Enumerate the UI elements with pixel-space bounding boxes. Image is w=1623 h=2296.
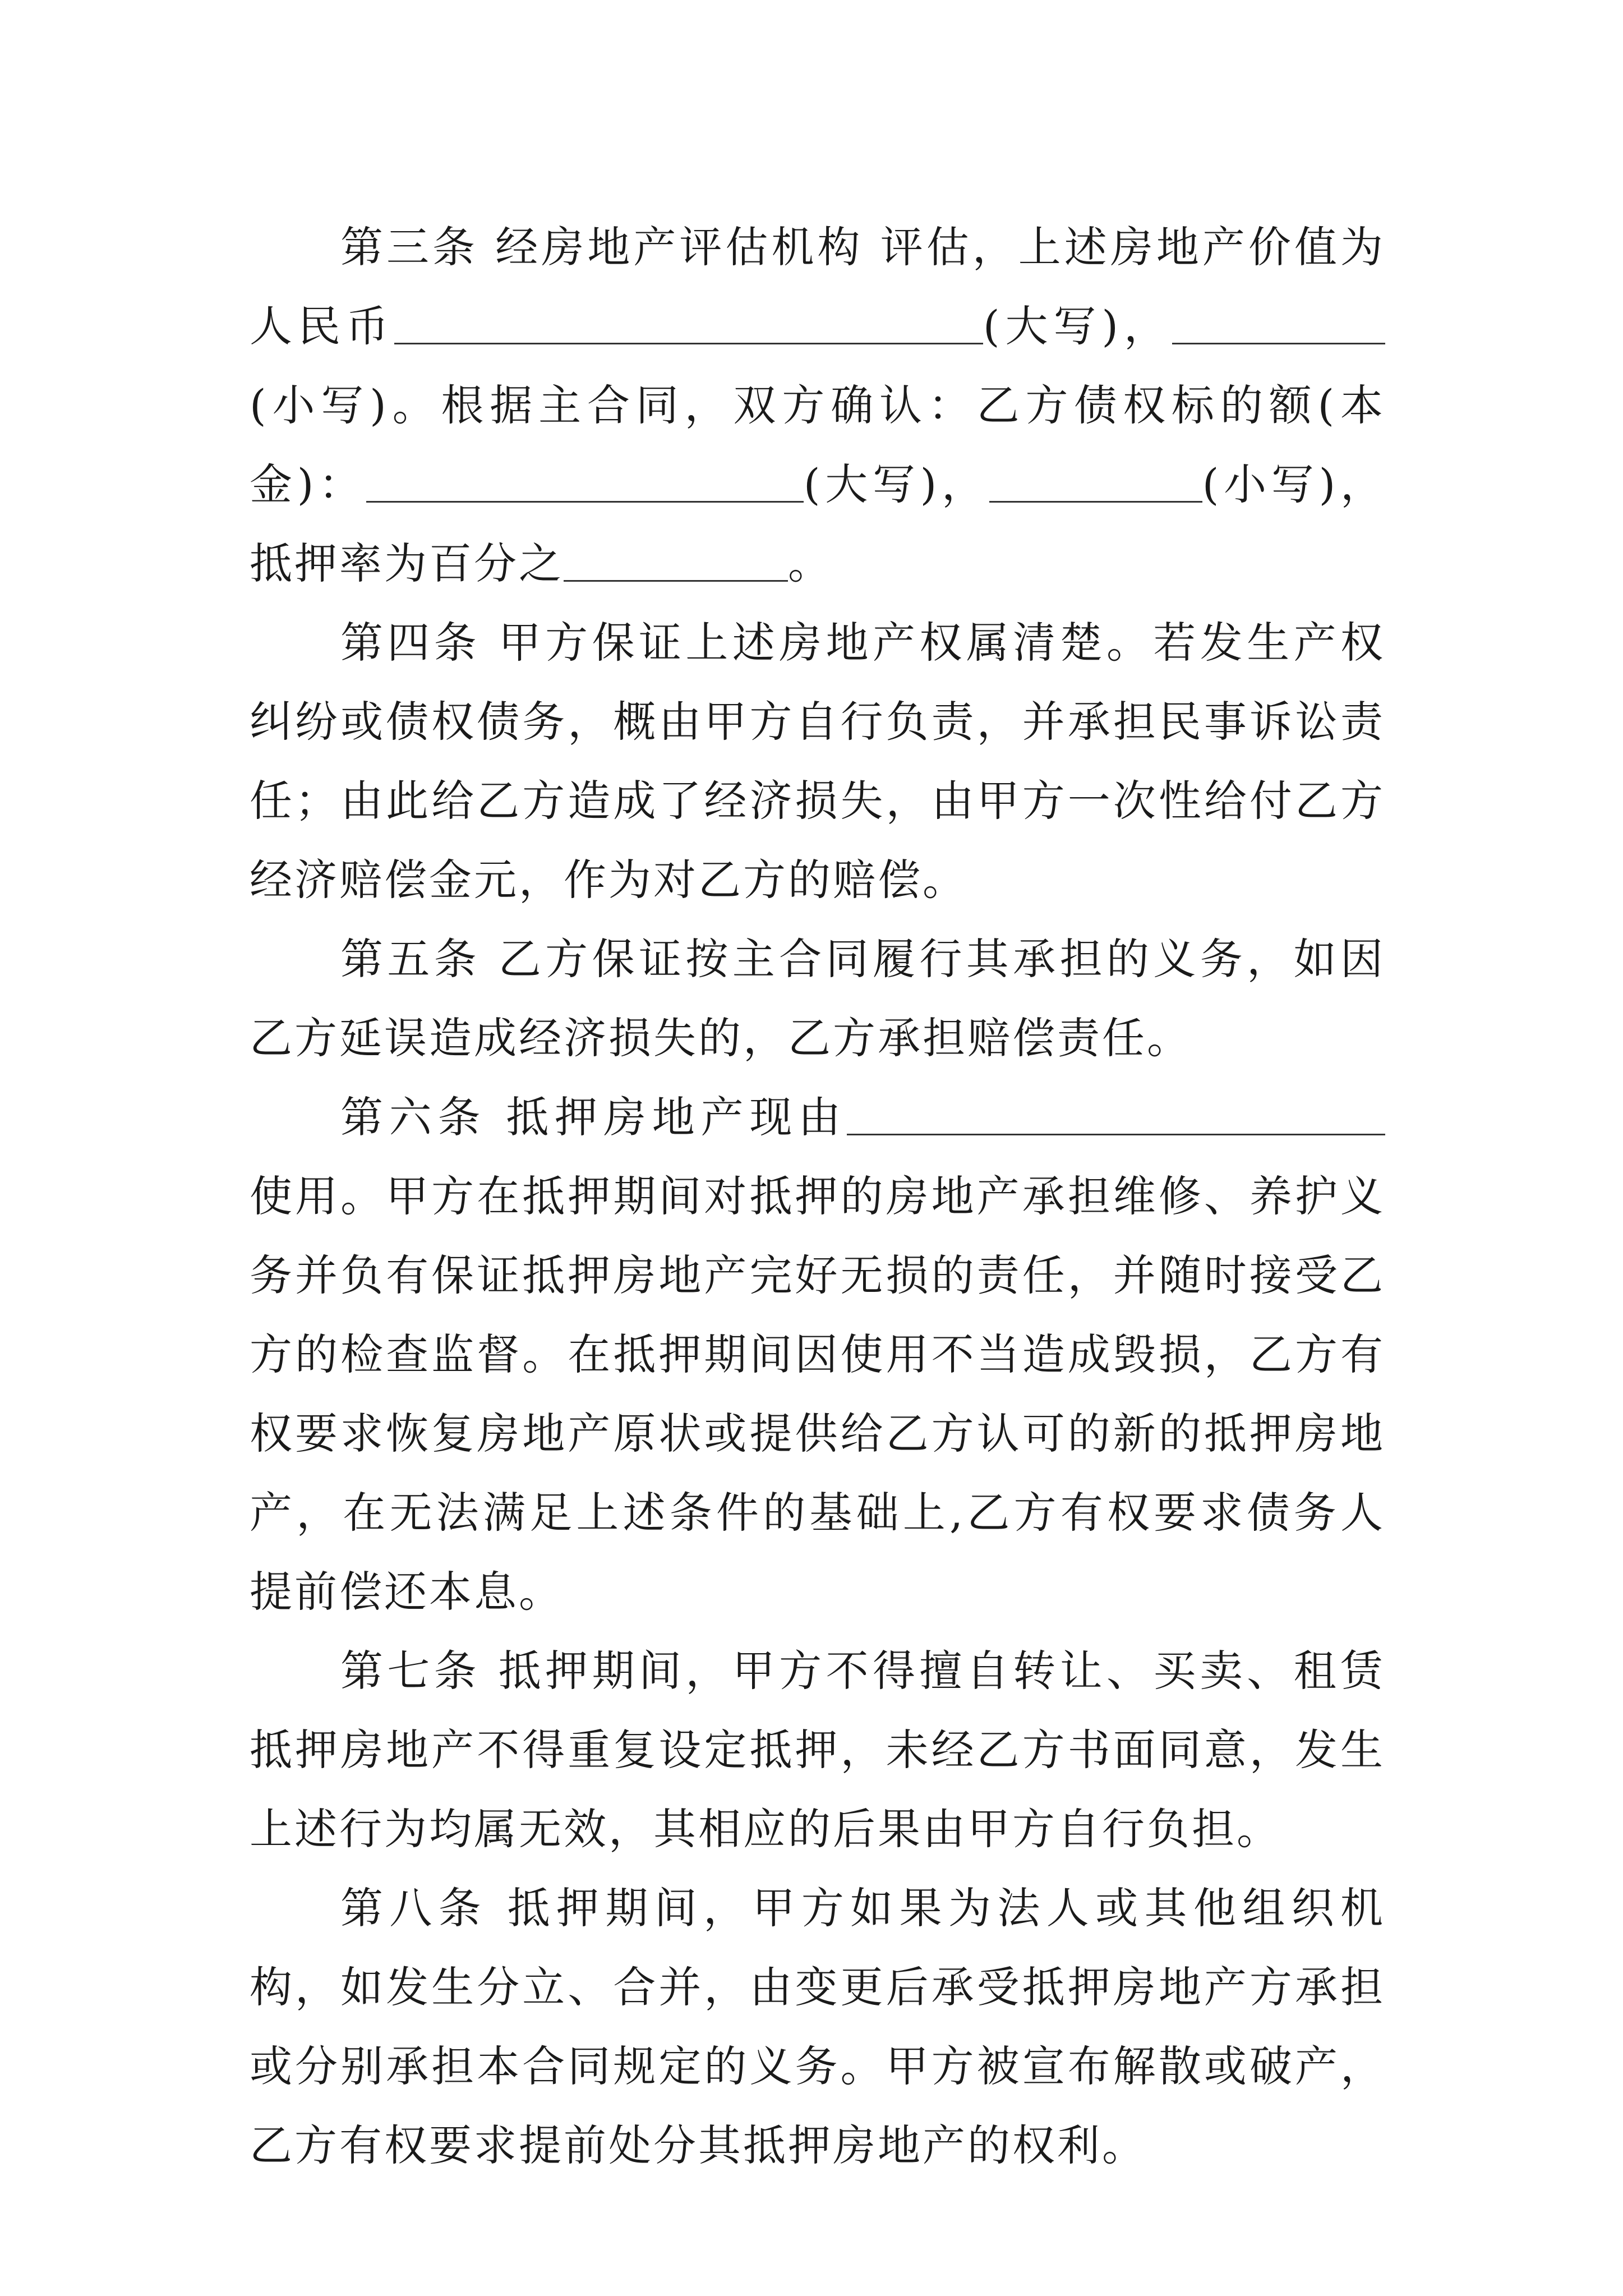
- clause-3-text-a: 第三条 经房地产评估机构 评估，上述房地产价值为人民币: [250, 222, 1385, 351]
- principal-lowercase-blank: [989, 458, 1202, 503]
- document-page: [250, 208, 1385, 2185]
- clause-3-text-d: (大写)，: [803, 459, 989, 509]
- clause-3-text-b: (大写)，: [983, 301, 1172, 351]
- clause-8: 第八条 抵押期间，甲方如果为法人或其他组织机构，如发生分立、合并，由变更后承受抵押房地产方承担或分别承担本合同规定的义务。甲方被宣布解散或破产，乙方有权要求提前处分其抵押房地产的权利。: [250, 1883, 1385, 2170]
- clause-6-text-a: 第六条 抵押房地产现由: [340, 1092, 847, 1142]
- clause-4: 第四条 甲方保证上述房地产权属清楚。若发生产权纠纷或债权债务，概由甲方自行负责，并承担民事诉讼责任；由此给乙方造成了经济损失，由甲方一次性给付乙方经济赔偿金元，作为对乙方的赔偿。: [250, 618, 1385, 905]
- clause-6-text-b: 使用。甲方在抵押期间对抵押的房地产承担维修、养护义务并负有保证抵押房地产完好无损的责任，并随时接受乙方的检查监督。在抵押期间因使用不当造成毁损，乙方有权要求恢复房地产原状或提供给乙方认可的新的抵押房地产，在无法满足上述条件的基础上,乙方有权要求债务人提前偿还本息。: [250, 1171, 1385, 1617]
- clause-3-text-f: 。: [788, 539, 833, 588]
- value-amount-lowercase-blank: [1172, 300, 1385, 344]
- mortgage-rate-blank: [564, 537, 788, 582]
- clause-3-text-e: (小写)，抵押率为百分之: [250, 459, 1385, 588]
- clause-3: [250, 208, 1385, 603]
- clause-7: 第七条 抵押期间，甲方不得擅自转让、买卖、租赁抵押房地产不得重复设定抵押，未经乙方书面同意，发生上述行为均属无效，其相应的后果由甲方自行负担。: [250, 1646, 1385, 1854]
- principal-uppercase-blank: [366, 458, 804, 503]
- value-amount-uppercase-blank: [394, 300, 983, 344]
- clause-5: 第五条 乙方保证按主合同履行其承担的义务，如因乙方延误造成经济损失的，乙方承担赔偿责任。: [250, 934, 1385, 1063]
- clause-3-text-c: (小写)。根据主合同，双方确认：乙方债权标的额(本金)：: [250, 380, 1385, 509]
- clause-6: [250, 1078, 1385, 1631]
- user-name-blank: [847, 1091, 1385, 1135]
